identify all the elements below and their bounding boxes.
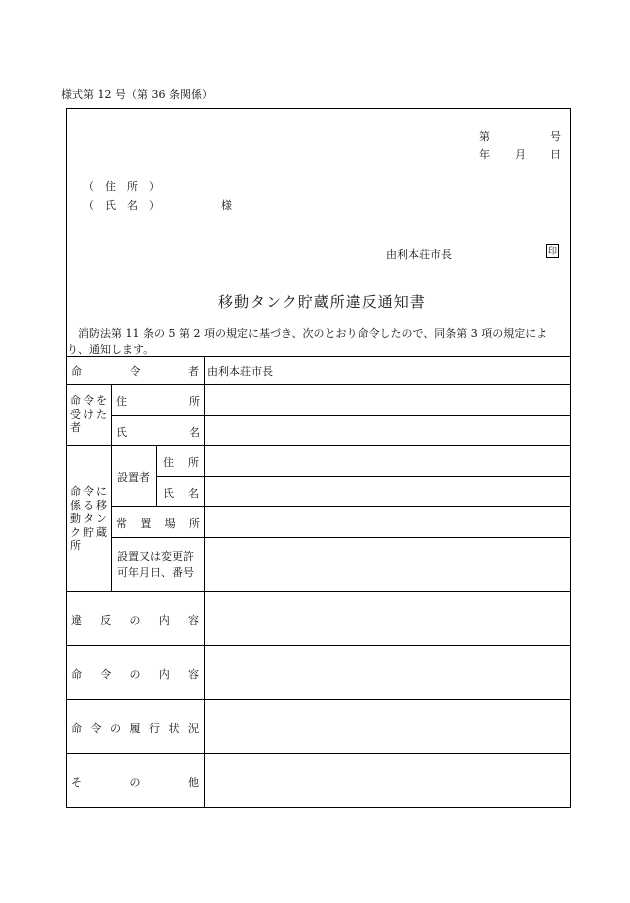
permit-line: 可年月日、番号 (117, 566, 194, 579)
document-title: 移動タンク貯蔵所違反通知書 (218, 293, 426, 311)
label-char: 反 (100, 614, 112, 627)
label-char: 命 (71, 365, 82, 378)
tank-group-line: 動タン (70, 512, 109, 525)
form-number: 様式第 12 号（第 36 条関係） (61, 88, 213, 101)
label-char: 名 (188, 487, 199, 500)
row-line (111, 506, 571, 507)
row-line (66, 384, 571, 385)
row-line (111, 415, 571, 416)
other-label (71, 774, 199, 790)
label-char: 令 (90, 722, 102, 735)
row-line (66, 699, 571, 700)
tank-group-label (70, 485, 110, 553)
label-char: 場 (164, 517, 176, 530)
row-line (66, 591, 571, 592)
label-char: 所 (188, 517, 200, 530)
label-char: 者 (188, 365, 199, 378)
permit-line: 設置又は変更許 (117, 550, 194, 563)
commander-value: 由利本荘市長 (207, 365, 273, 378)
label-char: 住 (163, 456, 174, 469)
label-char: 況 (188, 722, 199, 735)
label-char: 内 (158, 614, 170, 627)
label-char: 容 (188, 668, 199, 681)
row-line (66, 445, 571, 446)
address-label (116, 393, 200, 409)
row-line (66, 753, 571, 754)
installer-address-label (163, 454, 199, 470)
column-line (156, 445, 157, 506)
label-char: 命 (71, 668, 82, 681)
column-line (204, 356, 205, 807)
location-label (116, 515, 200, 531)
permit-label (117, 549, 194, 581)
label-char: 履 (129, 722, 141, 735)
recipient-name-label: （ 氏 名 ） (83, 199, 160, 212)
label-char: 所 (189, 395, 200, 408)
recipient-group-label (70, 394, 110, 435)
label-char: 容 (188, 614, 199, 627)
installer-name-label (163, 485, 199, 501)
document-frame (66, 108, 571, 808)
date-month: 月 (515, 148, 526, 161)
column-line (111, 445, 112, 591)
label-char: 置 (140, 517, 152, 530)
label-char: そ (71, 776, 82, 789)
number-prefix: 第 (479, 130, 490, 143)
row-line (66, 645, 571, 646)
recipient-honorific: 様 (221, 199, 232, 212)
column-line (111, 384, 112, 445)
label-char: 命 (71, 722, 82, 735)
number-suffix: 号 (550, 130, 561, 143)
recipient-group-line: 受けた (70, 407, 109, 421)
label-char: 所 (188, 456, 199, 469)
installer-label: 設置者 (117, 471, 150, 484)
violation-label (71, 612, 199, 628)
label-char: 内 (158, 668, 170, 681)
tank-group-line: 係る移 (70, 498, 109, 512)
name-label (116, 424, 200, 440)
tank-group-line: 命令に (70, 485, 109, 498)
tank-group-line: 所 (70, 539, 83, 552)
label-char: 名 (189, 426, 200, 439)
compliance-label (71, 720, 199, 736)
row-line (156, 476, 571, 477)
recipient-address-label: （ 住 所 ） (83, 180, 160, 193)
label-char: の (129, 668, 141, 681)
label-char: の (110, 722, 121, 735)
intro-line-1: 消防法第 11 条の 5 第 2 項の規定に基づき、次のとおり命令したので、同条第 3 項の規定によ (78, 327, 548, 340)
table-top-line (66, 356, 571, 357)
label-char: 氏 (116, 426, 127, 439)
tank-group-line: ク貯蔵 (70, 525, 109, 539)
label-char: 他 (188, 776, 199, 789)
label-char: 違 (71, 614, 82, 627)
order-content-label (71, 666, 199, 682)
label-char: 住 (116, 395, 127, 408)
date-day: 日 (550, 148, 561, 161)
issuer-name: 由利本荘市長 (386, 248, 452, 261)
label-char: 状 (168, 722, 180, 735)
label-char: の (129, 776, 141, 789)
recipient-group-line: 者 (70, 421, 81, 434)
label-char: 令 (129, 365, 141, 378)
seal-mark: 印 (546, 244, 559, 258)
label-char: の (129, 614, 141, 627)
date-year: 年 (479, 148, 490, 161)
label-char: 氏 (163, 487, 174, 500)
intro-line-2: り、通知します。 (67, 343, 155, 356)
commander-label (71, 363, 199, 379)
label-char: 常 (116, 517, 127, 530)
label-char: 令 (100, 668, 112, 681)
label-char: 行 (149, 722, 160, 735)
row-line (111, 537, 571, 538)
recipient-group-line: 命令を (70, 394, 109, 407)
